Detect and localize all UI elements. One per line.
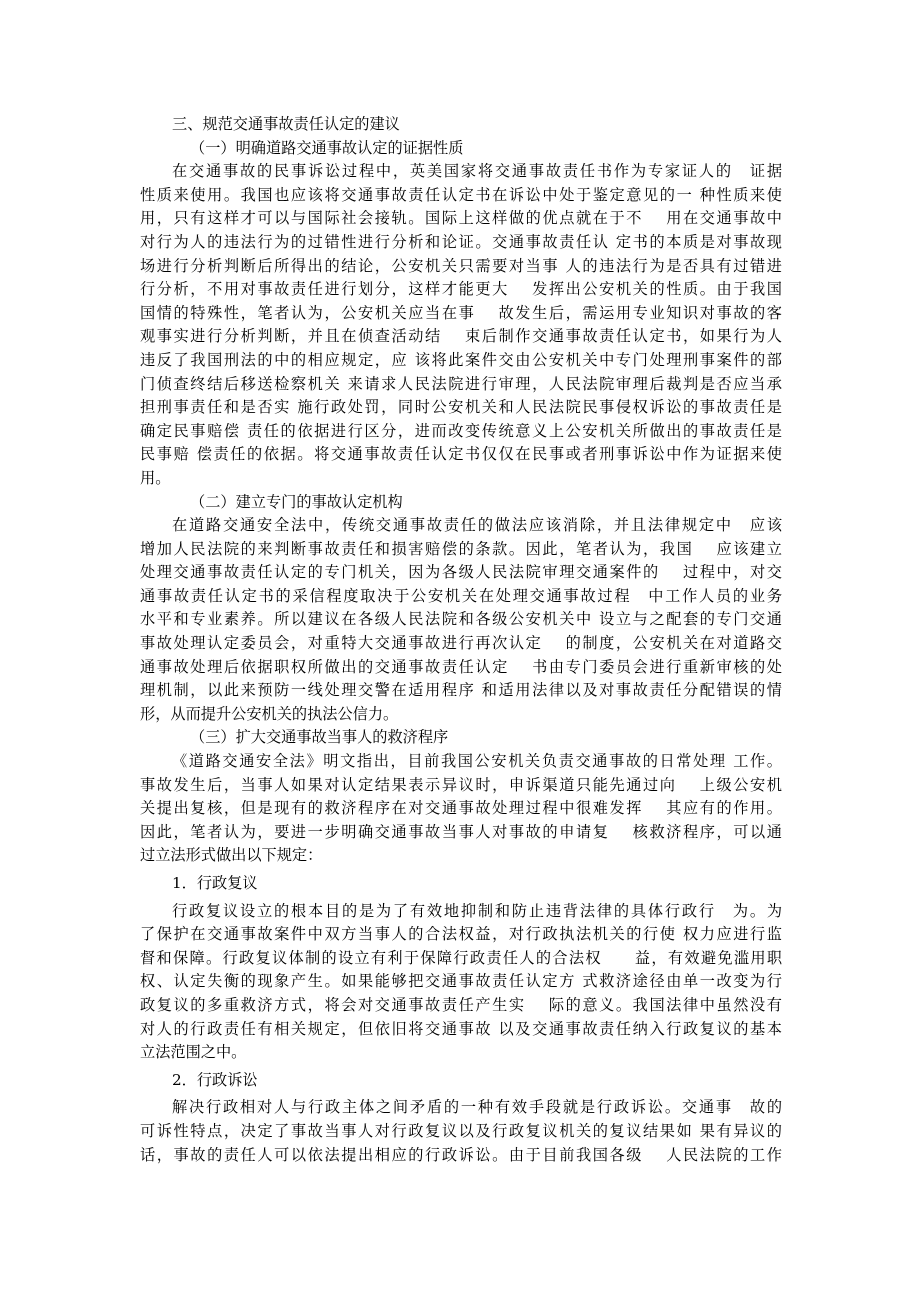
numbered-heading: 1．行政复议 (172, 874, 258, 892)
paragraph-line: 督和保障。行政复议体制的设立有利于保障行政责任人的合法权 益，有效避免滥用职 (140, 948, 782, 967)
paragraph-line: 确定民事赔偿 责任的依据进行区分，进而改变传统意义上公安机关所做出的事故责任是 (140, 421, 782, 440)
paragraph-line: 行分析，不用对事故责任进行划分，这样才能更大 发挥出公安机关的性质。由于我国 (140, 280, 782, 299)
paragraph-line: 因此，笔者认为，要进一步明确交通事故当事人对事故的申请复 核救济程序，可以通 (140, 822, 782, 841)
paragraph-line: 增加人民法院的来判断事故责任和损害赔偿的条款。因此，笔者认为，我国 应该建立 (140, 539, 782, 558)
numbered-heading: 2．行政诉讼 (172, 1070, 258, 1089)
paragraph-line: 事故发生后，当事人如果对认定结果表示异议时，申诉渠道只能先通过向 上级公安机 (140, 775, 782, 794)
section-title: 三、规范交通事故责任认定的建议 (172, 115, 400, 133)
paragraph-line: 用，只有这样才可以与国际社会接轨。国际上这样做的优点就在于不 用在交通事故中 (140, 209, 782, 228)
paragraph-line: 权、认定失衡的现象产生。如果能够把交通事故责任认定方 式救济途径由单一改变为行 (140, 972, 782, 991)
paragraph-line: 解决行政相对人与行政主体之间矛盾的一种有效手段就是行政诉讼。交通事 故的 (172, 1098, 782, 1117)
paragraph-line: 话，事故的责任人可以依法提出相应的行政诉讼。由于目前我国各级 人民法院的工作 (140, 1145, 782, 1164)
paragraph-line: 政复议的多重救济方式，将会对交通事故责任产生实 际的意义。我国法律中虽然没有 (140, 995, 782, 1014)
paragraph-line: 对人的行政责任有相关规定，但依旧将交通事故 以及交通事故责任纳入行政复议的基本 (140, 1019, 782, 1038)
paragraph-line: 关提出复核，但是现有的救济程序在对交通事故处理过程中很难发挥 其应有的作用。 (140, 799, 782, 818)
paragraph-line: 用。 (140, 468, 171, 487)
paragraph-line: 在道路交通安全法中，传统交通事故责任的做法应该消除，并且法律规定中 应该 (172, 516, 782, 535)
paragraph-line: 了保护在交通事故案件中双方当事人的合法权益，对行政执法机关的行使 权力应进行监 (140, 925, 782, 944)
paragraph-line: 国情的特殊性，笔者认为，公安机关应当在事 故发生后，需运用专业知识对事故的客 (140, 303, 782, 322)
paragraph-line: 担刑事责任和是否实 施行政处罚，同时公安机关和人民法院民事侵权诉讼的事故责任是 (140, 398, 782, 417)
paragraph-line: 事故处理认定委员会，对重特大交通事故进行再次认定 的制度，公安机关在对道路交 (140, 634, 782, 653)
document-body (140, 113, 782, 1167)
paragraph-line: 形，从而提升公安机关的执法公信力。 (140, 704, 399, 723)
paragraph-line: 通事故责任认定书的采信程度取决于公安机关在处理交通事故过程 中工作人员的业务 (140, 586, 782, 605)
paragraph-line: 在交通事故的民事诉讼过程中，英美国家将交通事故责任书作为专家证人的 证据 (172, 162, 782, 181)
paragraph-line: 处理交通事故责任认定的专门机关，因为各级人民法院审理交通案件的 过程中，对交 (140, 563, 782, 582)
paragraph-line: 过立法形式做出以下规定： (140, 846, 323, 865)
subsection-heading: （一）明确道路交通事故认定的证据性质 (190, 138, 464, 157)
paragraph-line: 观事实进行分析判断，并且在侦查活动结 束后制作交通事故责任认定书，如果行为人 (140, 327, 782, 346)
paragraph-line: 门侦查终结后移送检察机关 来请求人民法院进行审理，人民法院审理后裁判是否应当承 (140, 374, 782, 393)
paragraph-line: 性质来使用。我国也应该将交通事故责任认定书在诉讼中处于鉴定意见的一 种性质来使 (140, 185, 782, 204)
subsection-heading: （三）扩大交通事故当事人的救济程序 (190, 728, 449, 747)
paragraph-line: 可诉性特点，决定了事故当事人对行政复议以及行政复议机关的复议结果如 果有异议的 (140, 1121, 782, 1140)
paragraph-line: 行政复议设立的根本目的是为了有效地抑制和防止违背法律的具体行政行 为。为 (172, 901, 782, 920)
paragraph-line: 对行为人的违法行为的过错性进行分析和论证。交通事故责任认 定书的本质是对事故现 (140, 232, 782, 251)
paragraph-line: 民事赔 偿责任的依据。将交通事故责任认定书仅仅在民事或者刑事诉讼中作为证据来使 (140, 445, 782, 464)
paragraph-line: 理机制，以此来预防一线处理交警在适用程序 和适用法律以及对事故责任分配错误的情 (140, 681, 782, 700)
subsection-heading: （二）建立专门的事故认定机构 (190, 492, 403, 511)
paragraph-line: 通事故处理后依据职权所做出的交通事故责任认定 书由专门委员会进行重新审核的处 (140, 657, 782, 676)
paragraph-line: 场进行分析判断后所得出的结论，公安机关只需要对当事 人的违法行为是否具有过错进 (140, 256, 782, 275)
paragraph-line: 水平和专业素养。所以建议在各级人民法院和各级公安机关中 设立与之配套的专门交通 (140, 610, 782, 629)
paragraph-line: 违反了我国刑法的中的相应规定，应 该将此案件交由公安机关中专门处理刑事案件的部 (140, 350, 782, 369)
paragraph-line: 《道路交通安全法》明文指出，目前我国公安机关负责交通事故的日常处理 工作。 (172, 752, 782, 771)
paragraph-line: 立法范围之中。 (140, 1043, 247, 1062)
